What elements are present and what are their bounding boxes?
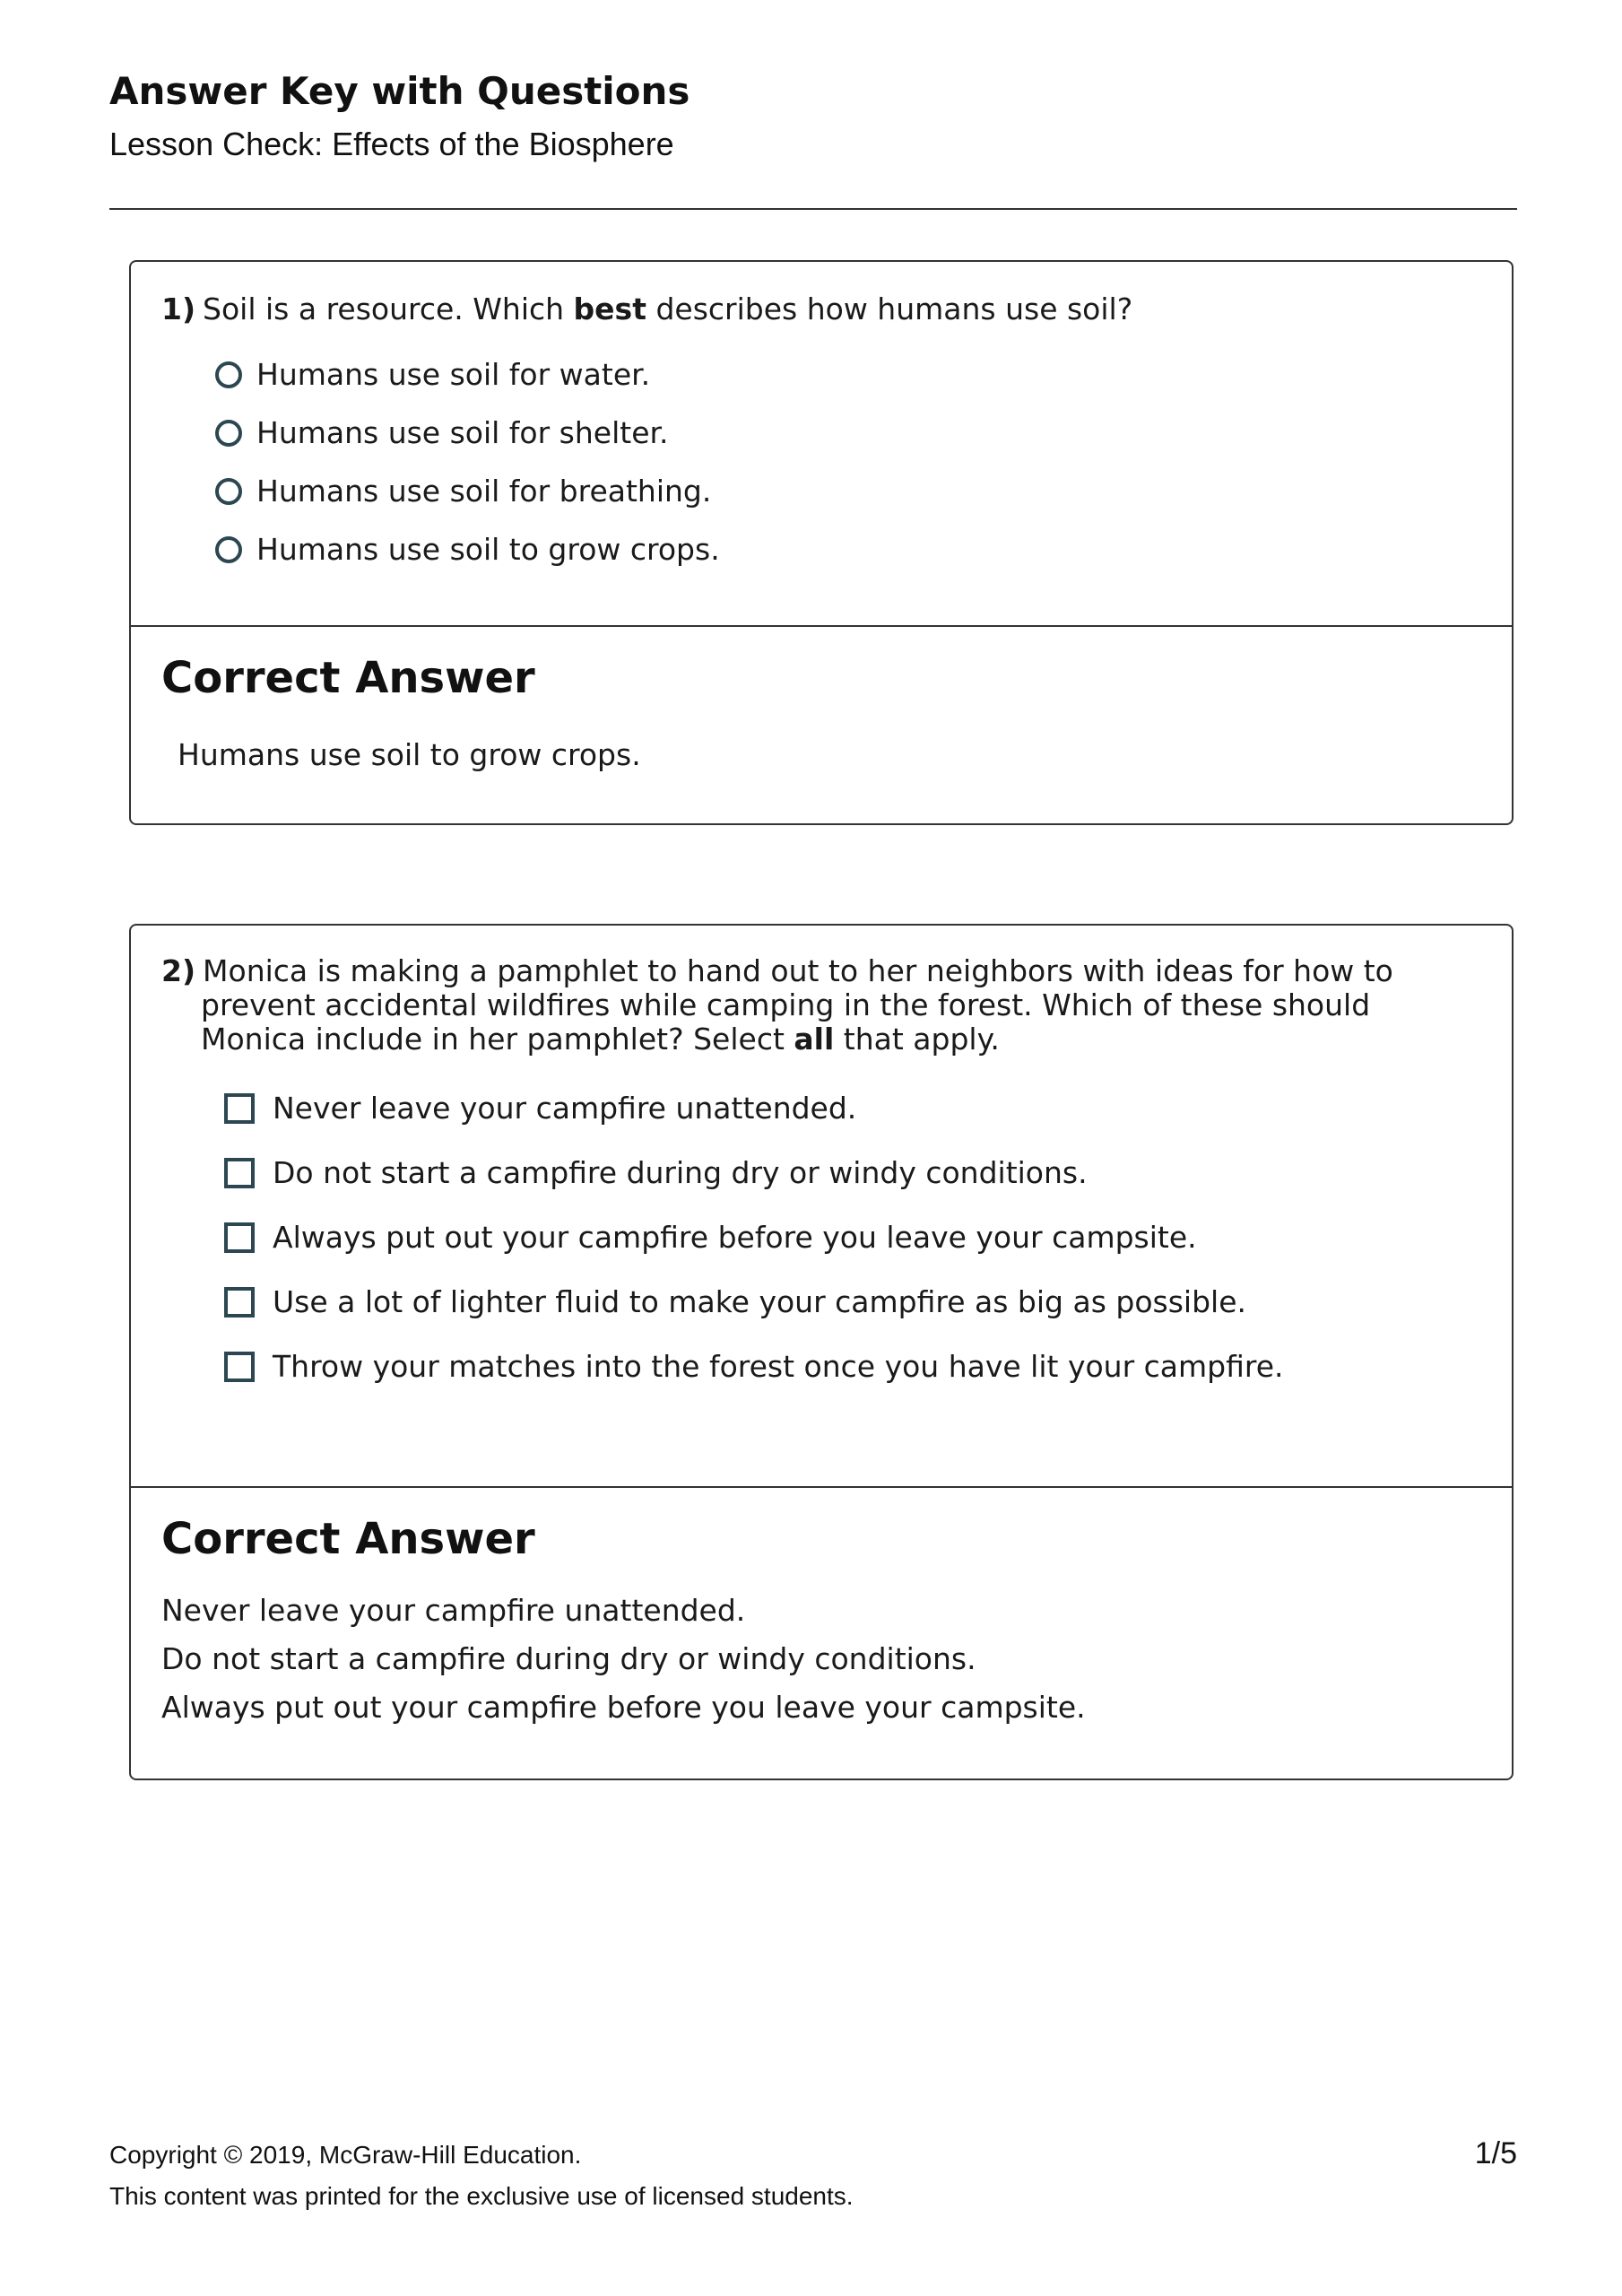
question-number: 2): [161, 953, 196, 988]
correct-answer-text: Do not start a campfire during dry or windy conditions.: [161, 1641, 976, 1676]
choice-list: [215, 357, 720, 568]
document-subtitle: Lesson Check: Effects of the Biosphere: [109, 126, 674, 162]
choice-option[interactable]: [215, 474, 720, 509]
choice-option[interactable]: [224, 1284, 1284, 1320]
question-prompt: [161, 292, 1512, 326]
choice-label: Never leave your campfire unattended.: [273, 1091, 857, 1126]
document-title: Answer Key with Questions: [109, 69, 690, 113]
question-card-1: [129, 260, 1514, 825]
question-section: [131, 262, 1512, 625]
choice-label: Always put out your campfire before you leave your campsite.: [273, 1220, 1197, 1255]
page-number: 1/5: [1474, 2136, 1517, 2170]
choice-label: Humans use soil for shelter.: [256, 415, 669, 450]
question-number: 1): [161, 291, 196, 326]
checkbox[interactable]: [224, 1093, 255, 1124]
correct-answer-section: [131, 1486, 1512, 1779]
page-header: [109, 68, 1517, 165]
license-notice: This content was printed for the exclusive use of licensed students.: [109, 2182, 854, 2210]
choice-option[interactable]: [224, 1091, 1284, 1126]
choice-label: Humans use soil to grow crops.: [256, 532, 720, 567]
radio-button[interactable]: [215, 478, 242, 505]
correct-answer-section: [131, 625, 1512, 823]
radio-button[interactable]: [215, 361, 242, 388]
correct-answer-heading: Correct Answer: [161, 653, 535, 703]
prompt-text: Monica is making a pamphlet to hand out to her neighbors with ideas for how to prevent accidental wildfires while camping in the forest. Which of these should Monica include in her pamphlet? Select: [201, 953, 1393, 1057]
checkbox[interactable]: [224, 1158, 255, 1188]
choice-option[interactable]: [224, 1220, 1284, 1256]
choice-label: Humans use soil for water.: [256, 357, 651, 392]
prompt-emphasis: best: [573, 291, 646, 326]
choice-option[interactable]: [215, 415, 720, 451]
copyright-notice: Copyright © 2019, McGraw-Hill Education.: [109, 2141, 582, 2169]
choice-label: Do not start a campfire during dry or windy conditions.: [273, 1155, 1088, 1190]
correct-answer-heading: Correct Answer: [161, 1514, 535, 1564]
correct-answer-text: Never leave your campfire unattended.: [161, 1593, 746, 1628]
choice-label: Throw your matches into the forest once you have lit your campfire.: [273, 1349, 1284, 1384]
header-divider: [109, 208, 1517, 210]
page-footer: [109, 2135, 854, 2217]
choice-option[interactable]: [224, 1349, 1284, 1385]
choice-label: Use a lot of lighter fluid to make your campfire as big as possible.: [273, 1284, 1246, 1319]
radio-button[interactable]: [215, 536, 242, 563]
radio-button[interactable]: [215, 420, 242, 447]
correct-answer-text: Always put out your campfire before you leave your campsite.: [161, 1690, 1086, 1725]
checkbox[interactable]: [224, 1287, 255, 1318]
choice-label: Humans use soil for breathing.: [256, 474, 712, 509]
question-card-2: [129, 924, 1514, 1780]
choice-option[interactable]: [224, 1155, 1284, 1191]
checkbox[interactable]: [224, 1352, 255, 1382]
correct-answer-list: [161, 1587, 1512, 1732]
choice-list: [224, 1091, 1284, 1385]
choice-option[interactable]: [215, 532, 720, 568]
correct-answer-text: Humans use soil to grow crops.: [178, 737, 641, 772]
prompt-text-end: describes how humans use soil?: [646, 291, 1133, 326]
prompt-emphasis: all: [794, 1022, 835, 1057]
question-prompt: [161, 954, 1458, 1057]
prompt-text-end: that apply.: [834, 1022, 1000, 1057]
question-section: [131, 926, 1512, 1486]
checkbox[interactable]: [224, 1222, 255, 1253]
choice-option[interactable]: [215, 357, 720, 393]
prompt-text: Soil is a resource. Which: [203, 291, 574, 326]
